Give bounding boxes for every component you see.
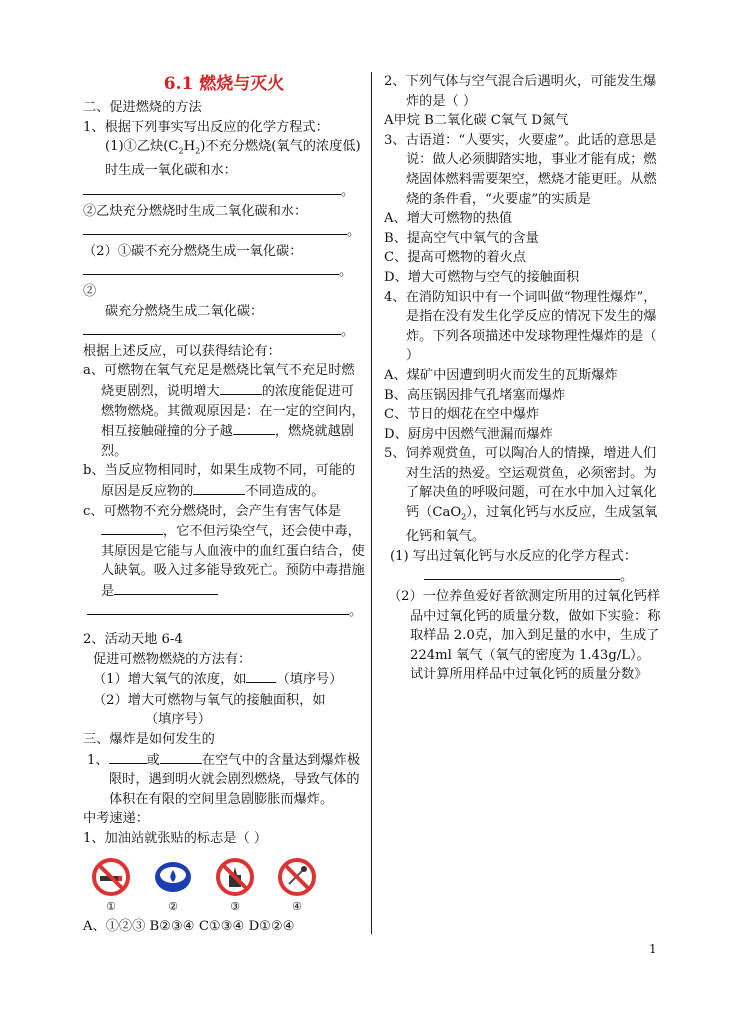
no-fireworks-icon — [215, 857, 255, 897]
answer-line[interactable]: 。② — [83, 261, 365, 301]
q1-1b: ②乙炔充分燃烧时生成二氧化碳和水： — [83, 203, 308, 219]
q4: 4、在消防知识中有一个词叫做“物理性爆炸”，是指在没有发生化学反应的情况下发生的爆炸。下列各项描述中发球物理性爆炸的是（ ） — [384, 289, 657, 364]
q1-2a: （2）①碳不充分燃烧生成一氧化碳： — [83, 243, 303, 259]
q2-intro: 促进可燃物燃烧的方法有： — [93, 651, 252, 667]
q1-1a: (1)①乙炔$(C_2H_2)$不充分燃烧(氧气的浓度低)时生成一氧化碳和水： — [105, 139, 361, 179]
s3-q1: 1、 或 在空气中的含量达到爆炸极限时，遇到明火就会剧烈燃烧，导致气体的体积在有限的空间里急剧膨胀而爆炸。 — [83, 750, 365, 810]
q1-intro: 1、根据下列事实写出反应的化学方程式： — [83, 119, 329, 135]
water-drop-icon — [153, 857, 193, 897]
sign-2: ② — [151, 857, 195, 915]
q3-d: D、增大可燃物与空气的接触面积 — [384, 269, 580, 285]
sign-4: ④ — [275, 857, 319, 915]
q2-1: （1）增大氧气的浓度，如 （填序号） — [83, 669, 365, 690]
left-column — [83, 72, 365, 915]
column-divider — [371, 72, 372, 934]
no-matches-icon — [277, 857, 317, 897]
q5: 5、饲养观赏鱼，可以陶冶人的情操，增进人们对生活的热爱。空运观赏鱼，必须密封。为了解决鱼的呼吸问题，可在水中加入过氧化钙（CaO$_2$），过氧化钙与水反应，生成氢氧化钙和氧气。 — [384, 446, 658, 545]
section3-heading: 三、爆炸是如何发生的 — [83, 732, 215, 748]
q1-2b: 碳充分燃烧生成二氧化碳： — [105, 303, 264, 319]
q5-1: (1) 写出过氧化钙与水反应的化学方程式：。 — [390, 548, 638, 585]
sign-3: ③ — [213, 857, 257, 915]
answer-options: A、①②③ B②③④ C①③④ D①②④ — [83, 919, 295, 934]
sign-row — [89, 857, 365, 915]
q3-c: C、提高可燃物的着火点 — [384, 250, 526, 266]
exam-heading: 中考速递： — [83, 811, 149, 827]
q4-d: D、厨房中因燃气泄漏而爆炸 — [384, 426, 553, 442]
q2-2: （2）增大可燃物与氧气的接触面积，如 — [93, 692, 326, 708]
page-title: 6.1 燃烧与灭火 — [163, 74, 285, 94]
q2-options: A甲烷 B二氧化碳 C氧气 D氮气 — [384, 113, 569, 129]
q3-b: B、提高空气中氧气的含量 — [384, 230, 539, 246]
q2-2-tail: （填序号） — [145, 712, 211, 728]
sign-1: ① — [89, 857, 133, 915]
q4-b: B、高压锅因排气孔堵塞而爆炸 — [384, 387, 566, 403]
right-column — [384, 72, 662, 685]
q3-a: A、增大可燃物的热值 — [384, 211, 513, 227]
conclusion-intro: 根据上述反应，可以获得结论有： — [83, 343, 281, 359]
exam-q1: 1、加油站就张贴的标志是（ ） — [83, 831, 268, 847]
conclusion-a: a、可燃物在氧气充足是燃烧比氧气不充足时燃烧更剧烈，说明增大 的浓度能促进可燃物燃烧。其微观原因是：在一定的空间内，相互接触碰撞的分子越 ，燃烧就越剧烈。 — [83, 363, 365, 459]
conclusion-c: c、可燃物不充分燃烧时，会产生有害气体是，它不但污染空气，还会使中毒，其原因是它能与人血液中的血红蛋白结合，使人缺氧。吸入过多能导致死亡。预防中毒措施是 — [83, 503, 365, 599]
q4-c: C、节日的烟花在空中爆炸 — [384, 407, 540, 423]
q2: 2、下列气体与空气混合后遇明火，可能发生爆炸的是（ ） — [384, 74, 657, 109]
section2-heading: 二、促进燃烧的方法 — [83, 100, 202, 115]
conclusion-b: b、当反应物相同时，如果生成物不同，可能的原因是反应物的 不同造成的。 — [83, 463, 356, 499]
answer-line[interactable]: 。 — [83, 181, 365, 202]
answer-line[interactable]: 。 — [83, 221, 365, 242]
answer-line[interactable]: 。 — [83, 321, 365, 342]
page-number: 1 — [649, 942, 657, 956]
no-smoking-icon — [91, 857, 131, 897]
answer-line[interactable]: 。 — [83, 601, 365, 622]
q3: 3、古语道：“人要实，火要虚”。此话的意思是说：做人必须脚踏实地，事业才能有成；燃烧固体燃料需要架空，燃烧才能更旺。从燃烧的条件看，“火要虚”的实质是 — [384, 132, 657, 207]
q2-heading: 2、活动天地 6-4 — [83, 632, 183, 648]
q4-a: A、煤矿中因遭到明火而发生的瓦斯爆炸 — [384, 367, 618, 383]
q5-2: （2）一位养鱼爱好者欲测定所用的过氧化钙样品中过氧化钙的质量分数，做如下实验：称取样品 2.0克，加入到足量的水中，生成了 224ml 氧气（氧气的密度为 1.43g/L）。试计算所用样品中过氧化钙的质量分数》 — [388, 589, 661, 683]
